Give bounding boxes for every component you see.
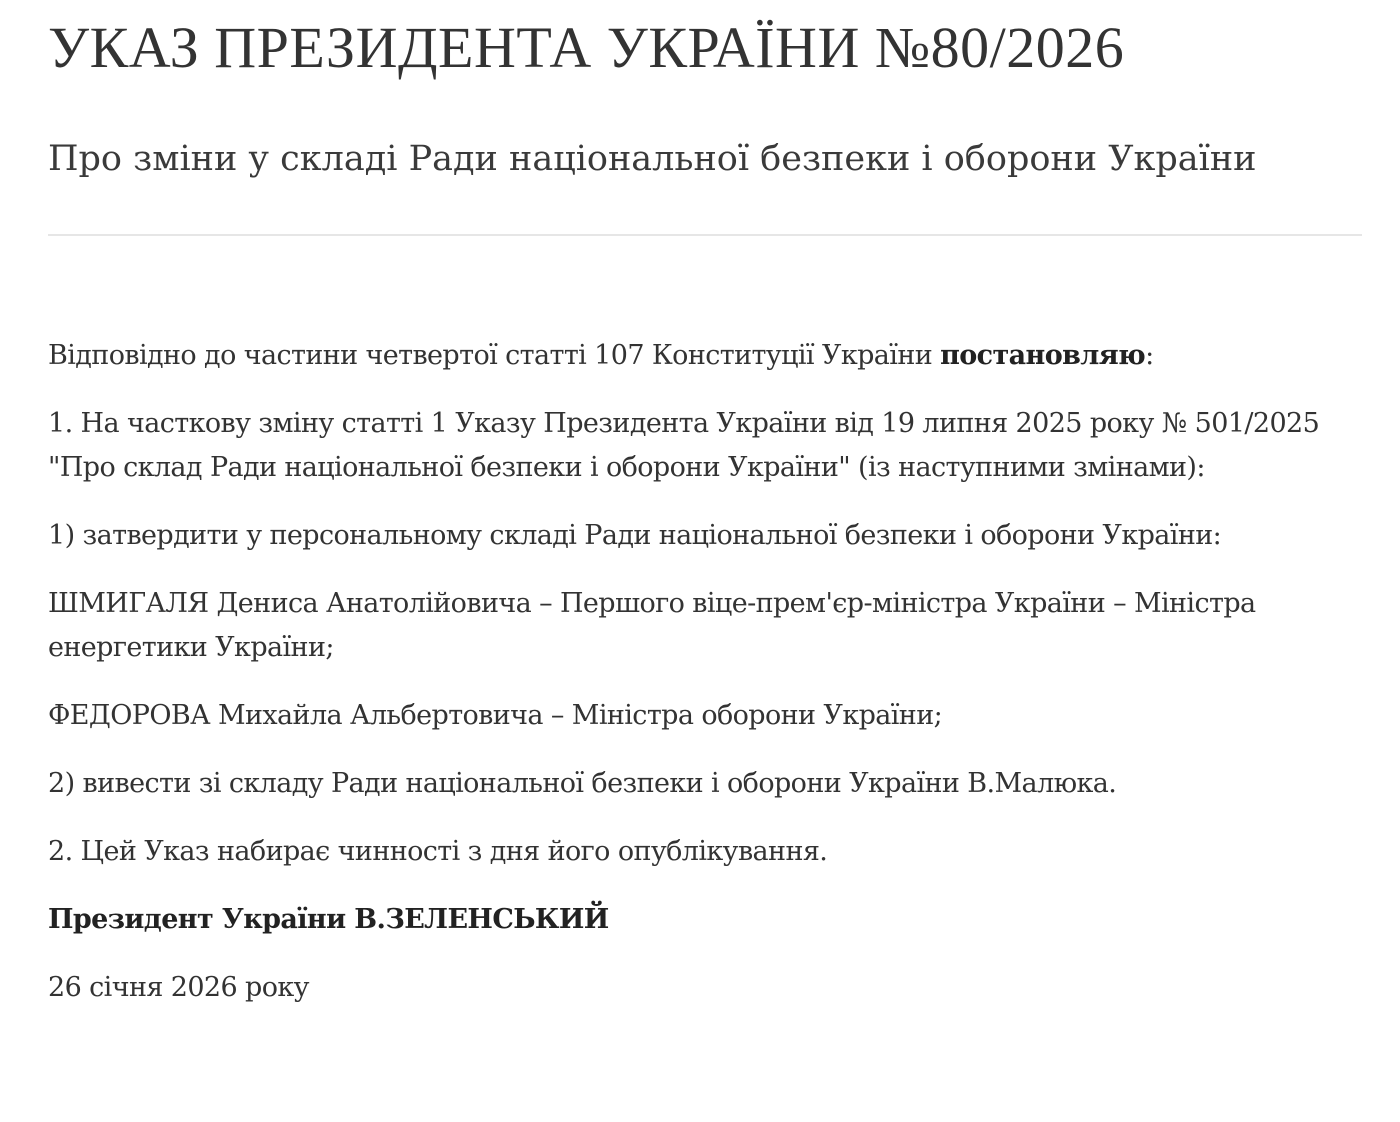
preamble-paragraph [48, 334, 1364, 378]
subclause-2: 2) вивести зі складу Ради національної безпеки і оборони України В.Малюка. [48, 768, 1117, 799]
preamble-suffix: : [1145, 340, 1154, 371]
signature: Президент України В.ЗЕЛЕНСЬКИЙ [48, 904, 609, 935]
appointee-fedorov: ФЕДОРОВА Михайла Альбертовича – Міністра оборони України; [48, 700, 943, 731]
decree-subtitle: Про зміни у складі Ради національної безпеки і оборони України [48, 139, 1257, 179]
preamble-text: Відповідно до частини четвертої статті 107 Конституції України [48, 340, 941, 371]
clause-2: 2. Цей Указ набирає чинності з дня його опублікування. [48, 836, 828, 867]
preamble-emphasis: постановляю [940, 340, 1146, 371]
decree-date: 26 січня 2026 року [48, 972, 309, 1003]
decree-page [48, 0, 1364, 1034]
appointee-shmyhal: ШМИГАЛЯ Дениса Анатолійовича – Першого віце-прем'єр-міністра України – Міністра енергетики України; [48, 588, 1256, 663]
decree-body [48, 334, 1364, 1010]
decree-title: УКАЗ ПРЕЗИДЕНТА УКРАЇНИ №80/2026 [48, 15, 1125, 80]
divider [48, 234, 1362, 236]
subclause-1: 1) затвердити у персональному складі Ради національної безпеки і оборони України: [48, 520, 1222, 551]
clause-1: 1. На часткову зміну статті 1 Указу Президента України від 19 липня 2025 року № 501/2025 "Про склад Ради національної безпеки і оборони України" (із наступними змінами): [48, 408, 1320, 483]
